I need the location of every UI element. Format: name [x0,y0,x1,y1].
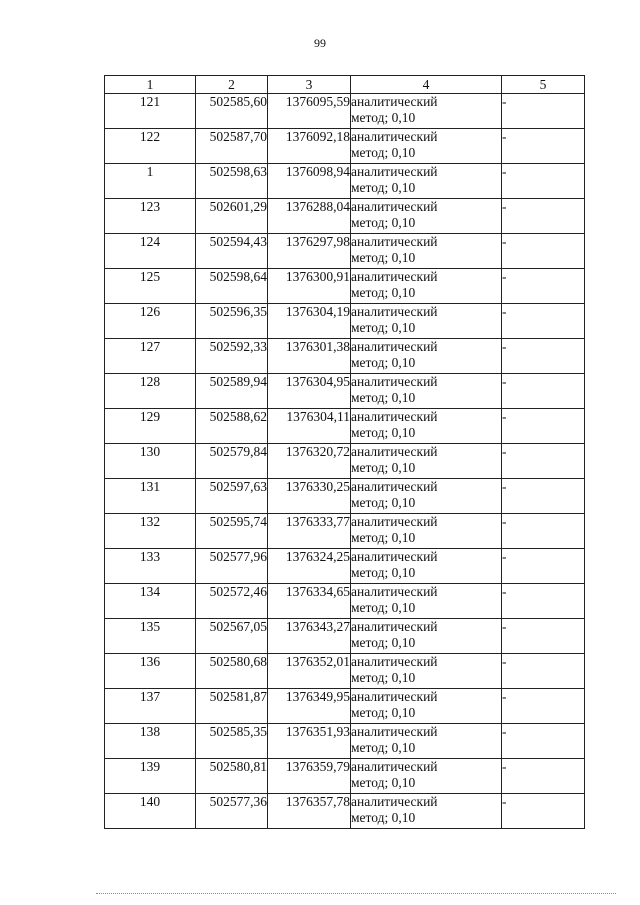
y-coordinate-cell: 1376359,79 [268,759,351,794]
x-coordinate-cell: 502577,96 [196,549,268,584]
table-header [105,76,585,94]
note-cell: - [502,654,585,689]
method-cell [351,689,502,724]
method-line-2: метод; 0,10 [351,495,416,510]
method-line-1: аналитический [351,199,438,214]
point-number-cell: 137 [105,689,196,724]
method-line-1: аналитический [351,234,438,249]
x-coordinate-cell: 502592,33 [196,339,268,374]
x-coordinate-cell: 502580,81 [196,759,268,794]
method-cell [351,339,502,374]
note-cell: - [502,549,585,584]
point-number-cell: 135 [105,619,196,654]
note-cell: - [502,304,585,339]
point-number-cell: 126 [105,304,196,339]
method-cell [351,269,502,304]
method-line-2: метод; 0,10 [351,320,416,335]
table-row [105,724,585,759]
y-coordinate-cell: 1376304,11 [268,409,351,444]
method-line-2: метод; 0,10 [351,810,416,825]
table-body [105,94,585,829]
x-coordinate-cell: 502580,68 [196,654,268,689]
method-line-1: аналитический [351,374,438,389]
table-row [105,514,585,549]
y-coordinate-cell: 1376304,95 [268,374,351,409]
x-coordinate-cell: 502595,74 [196,514,268,549]
method-line-1: аналитический [351,689,438,704]
method-line-2: метод; 0,10 [351,145,416,160]
y-coordinate-cell: 1376352,01 [268,654,351,689]
method-line-2: метод; 0,10 [351,180,416,195]
x-coordinate-cell: 502601,29 [196,199,268,234]
method-cell [351,129,502,164]
y-coordinate-cell: 1376300,91 [268,269,351,304]
header-col-2: 2 [196,76,268,94]
point-number-cell: 131 [105,479,196,514]
method-line-2: метод; 0,10 [351,460,416,475]
note-cell: - [502,689,585,724]
y-coordinate-cell: 1376349,95 [268,689,351,724]
y-coordinate-cell: 1376343,27 [268,619,351,654]
y-coordinate-cell: 1376301,38 [268,339,351,374]
table-row [105,619,585,654]
coordinates-table [104,75,585,829]
x-coordinate-cell: 502597,63 [196,479,268,514]
y-coordinate-cell: 1376334,65 [268,584,351,619]
y-coordinate-cell: 1376333,77 [268,514,351,549]
method-line-2: метод; 0,10 [351,565,416,580]
point-number-cell: 133 [105,549,196,584]
method-cell [351,444,502,479]
method-cell [351,409,502,444]
note-cell: - [502,759,585,794]
method-line-2: метод; 0,10 [351,705,416,720]
y-coordinate-cell: 1376357,78 [268,794,351,829]
method-line-2: метод; 0,10 [351,670,416,685]
y-coordinate-cell: 1376351,93 [268,724,351,759]
method-line-1: аналитический [351,94,438,109]
method-line-1: аналитический [351,444,438,459]
method-cell [351,654,502,689]
method-line-2: метод; 0,10 [351,425,416,440]
point-number-cell: 122 [105,129,196,164]
y-coordinate-cell: 1376304,19 [268,304,351,339]
table-row [105,689,585,724]
table-row [105,654,585,689]
note-cell: - [502,164,585,199]
table-row [105,234,585,269]
method-cell [351,374,502,409]
table-row [105,794,585,829]
y-coordinate-cell: 1376320,72 [268,444,351,479]
method-line-1: аналитический [351,724,438,739]
y-coordinate-cell: 1376095,59 [268,94,351,129]
method-line-1: аналитический [351,584,438,599]
method-line-2: метод; 0,10 [351,215,416,230]
header-col-5: 5 [502,76,585,94]
point-number-cell: 127 [105,339,196,374]
method-line-1: аналитический [351,479,438,494]
table-row [105,304,585,339]
table-row [105,129,585,164]
table-row [105,339,585,374]
y-coordinate-cell: 1376324,25 [268,549,351,584]
table-row [105,479,585,514]
method-line-1: аналитический [351,339,438,354]
point-number-cell: 1 [105,164,196,199]
method-cell [351,619,502,654]
table-row [105,164,585,199]
method-line-1: аналитический [351,759,438,774]
point-number-cell: 124 [105,234,196,269]
table-row [105,584,585,619]
method-line-2: метод; 0,10 [351,390,416,405]
scan-artifact-line [96,893,616,895]
note-cell: - [502,269,585,304]
method-line-2: метод; 0,10 [351,600,416,615]
method-line-2: метод; 0,10 [351,530,416,545]
method-cell [351,304,502,339]
method-cell [351,794,502,829]
note-cell: - [502,584,585,619]
x-coordinate-cell: 502598,64 [196,269,268,304]
header-col-1: 1 [105,76,196,94]
note-cell: - [502,794,585,829]
point-number-cell: 130 [105,444,196,479]
note-cell: - [502,619,585,654]
method-line-1: аналитический [351,549,438,564]
x-coordinate-cell: 502594,43 [196,234,268,269]
method-cell [351,94,502,129]
x-coordinate-cell: 502572,46 [196,584,268,619]
table-row [105,269,585,304]
x-coordinate-cell: 502588,62 [196,409,268,444]
table-row [105,409,585,444]
y-coordinate-cell: 1376330,25 [268,479,351,514]
method-line-2: метод; 0,10 [351,740,416,755]
method-line-2: метод; 0,10 [351,775,416,790]
point-number-cell: 136 [105,654,196,689]
method-line-1: аналитический [351,514,438,529]
method-line-1: аналитический [351,794,438,809]
method-line-2: метод; 0,10 [351,285,416,300]
method-line-2: метод; 0,10 [351,635,416,650]
note-cell: - [502,339,585,374]
method-line-1: аналитический [351,269,438,284]
note-cell: - [502,199,585,234]
method-line-2: метод; 0,10 [351,110,416,125]
method-cell [351,759,502,794]
point-number-cell: 129 [105,409,196,444]
method-cell [351,164,502,199]
method-line-1: аналитический [351,654,438,669]
header-row [105,76,585,94]
method-cell [351,479,502,514]
x-coordinate-cell: 502585,60 [196,94,268,129]
y-coordinate-cell: 1376092,18 [268,129,351,164]
point-number-cell: 121 [105,94,196,129]
note-cell: - [502,444,585,479]
point-number-cell: 134 [105,584,196,619]
note-cell: - [502,514,585,549]
x-coordinate-cell: 502581,87 [196,689,268,724]
note-cell: - [502,234,585,269]
method-line-1: аналитический [351,304,438,319]
table-row [105,374,585,409]
note-cell: - [502,374,585,409]
x-coordinate-cell: 502596,35 [196,304,268,339]
table-row [105,94,585,129]
x-coordinate-cell: 502577,36 [196,794,268,829]
note-cell: - [502,724,585,759]
point-number-cell: 128 [105,374,196,409]
x-coordinate-cell: 502587,70 [196,129,268,164]
method-line-1: аналитический [351,164,438,179]
note-cell: - [502,94,585,129]
table-row [105,759,585,794]
method-line-1: аналитический [351,129,438,144]
header-col-4: 4 [351,76,502,94]
note-cell: - [502,479,585,514]
table-row [105,549,585,584]
method-cell [351,724,502,759]
point-number-cell: 139 [105,759,196,794]
header-col-3: 3 [268,76,351,94]
x-coordinate-cell: 502579,84 [196,444,268,479]
table-row [105,444,585,479]
x-coordinate-cell: 502589,94 [196,374,268,409]
point-number-cell: 140 [105,794,196,829]
point-number-cell: 123 [105,199,196,234]
method-cell [351,199,502,234]
x-coordinate-cell: 502567,05 [196,619,268,654]
method-line-2: метод; 0,10 [351,250,416,265]
note-cell: - [502,409,585,444]
method-line-2: метод; 0,10 [351,355,416,370]
point-number-cell: 138 [105,724,196,759]
y-coordinate-cell: 1376288,04 [268,199,351,234]
page-number: 99 [314,36,326,50]
method-line-1: аналитический [351,409,438,424]
point-number-cell: 125 [105,269,196,304]
method-line-1: аналитический [351,619,438,634]
method-cell [351,584,502,619]
y-coordinate-cell: 1376297,98 [268,234,351,269]
method-cell [351,549,502,584]
table-row [105,199,585,234]
y-coordinate-cell: 1376098,94 [268,164,351,199]
method-cell [351,234,502,269]
x-coordinate-cell: 502585,35 [196,724,268,759]
method-cell [351,514,502,549]
point-number-cell: 132 [105,514,196,549]
x-coordinate-cell: 502598,63 [196,164,268,199]
note-cell: - [502,129,585,164]
